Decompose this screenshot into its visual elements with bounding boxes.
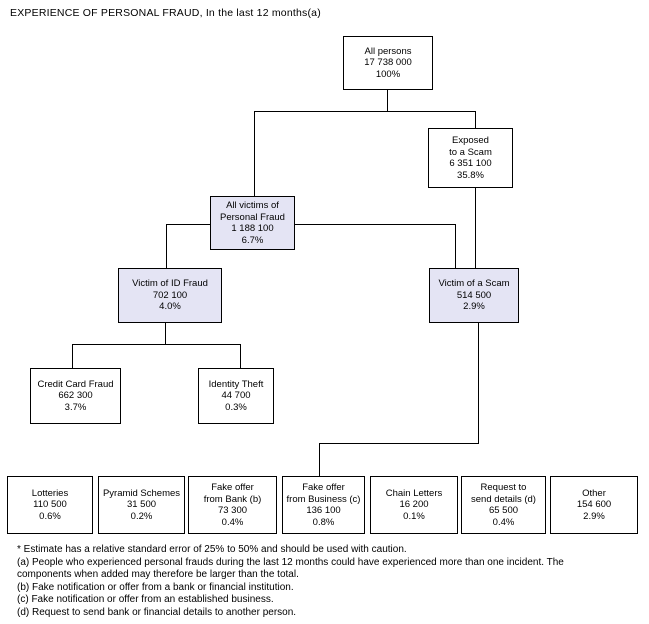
node-value: 662 300	[58, 390, 93, 402]
node-label: from Bank (b)	[203, 493, 262, 505]
footnote-line: (b) Fake notification or offer from a bank or financial institution.	[17, 581, 294, 593]
node-exposed-to-scam	[428, 128, 513, 188]
node-label: All victims of	[226, 200, 279, 211]
node-pyramid-schemes	[98, 476, 185, 534]
node-percent: 0.2%	[130, 510, 153, 522]
footnotes	[17, 544, 564, 619]
node-percent: 0.4%	[492, 516, 515, 528]
node-percent: 35.8%	[457, 169, 484, 181]
connector-to-creditcard	[72, 344, 73, 368]
node-percent: 2.9%	[583, 510, 605, 522]
node-all-victims-personal-fraud	[210, 196, 295, 250]
node-label: to a Scam	[449, 146, 492, 158]
node-value: 31 500	[126, 499, 157, 511]
footnote-line: (c) Fake notification or offer from an established business.	[17, 594, 274, 605]
footnote-line: components when added may therefore be larger than the total.	[17, 569, 299, 580]
node-fake-offer-business	[282, 476, 365, 534]
node-label: Credit Card Fraud	[37, 378, 114, 390]
connector-to-victimscam	[455, 224, 456, 268]
connector-top-horizontal	[254, 111, 476, 112]
node-victim-of-scam	[429, 268, 519, 323]
node-label: Chain Letters	[385, 487, 443, 499]
node-value: 514 500	[456, 289, 492, 301]
node-value: 1 188 100	[231, 223, 274, 234]
node-request-send-details	[461, 476, 546, 534]
connector-to-identitytheft	[240, 344, 241, 368]
node-percent: 0.4%	[221, 516, 244, 528]
connector-to-idfraud	[166, 224, 167, 268]
node-value: 6 351 100	[449, 158, 492, 169]
node-value: 73 300	[217, 505, 248, 516]
node-percent: 0.1%	[403, 510, 425, 522]
node-label: Request to	[480, 482, 527, 493]
connector-to-exposed	[475, 111, 476, 128]
connector-idfraud-horizontal	[72, 344, 241, 345]
footnote-line: * Estimate has a relative standard error of 25% to 50% and should be used with caution.	[17, 544, 407, 555]
node-value: 65 500	[488, 505, 519, 516]
node-label: Victim of a Scam	[438, 278, 510, 290]
node-label: Fake offer	[211, 482, 254, 493]
node-label: from Business (c)	[286, 493, 361, 505]
connector-allvictims-left	[166, 224, 210, 225]
node-identity-theft	[198, 368, 274, 424]
node-percent: 3.7%	[64, 401, 87, 413]
node-percent: 2.9%	[463, 301, 485, 313]
connector-exposed-to-scam	[475, 188, 476, 268]
node-label: Fake offer	[302, 482, 345, 493]
node-label: Personal Fraud	[220, 211, 285, 223]
connector-idfraud-down	[165, 323, 166, 344]
node-percent: 0.6%	[39, 510, 61, 522]
node-value: 16 200	[399, 499, 429, 511]
node-label: Exposed	[452, 135, 489, 146]
node-value: 44 700	[221, 390, 251, 402]
connector-allpersons-down	[387, 90, 388, 111]
connector-to-bottom-row	[319, 443, 320, 476]
node-value: 154 600	[576, 499, 612, 511]
footnote-line: (d) Request to send bank or financial details to another person.	[17, 606, 297, 618]
node-percent: 4.0%	[159, 301, 181, 313]
node-other	[550, 476, 638, 534]
node-percent: 6.7%	[241, 234, 264, 246]
connector-scam-horizontal	[319, 443, 479, 444]
page-title: EXPERIENCE OF PERSONAL FRAUD, In the last 12 months(a)	[10, 7, 321, 19]
node-chain-letters	[370, 476, 458, 534]
node-percent: 0.8%	[312, 516, 335, 528]
connector-allvictims-right	[295, 224, 456, 225]
node-credit-card-fraud	[30, 368, 121, 424]
node-label: All persons	[364, 45, 412, 57]
node-value: 17 738 000	[364, 57, 412, 69]
node-victim-id-fraud	[118, 268, 222, 323]
connector-to-allvictims	[254, 111, 255, 196]
node-label: Identity Theft	[208, 378, 264, 390]
footnote-line: (a) People who experienced personal frauds during the last 12 months could have experienced more than one incident. The	[17, 556, 564, 568]
node-label: send details (d)	[471, 493, 536, 505]
node-label: Lotteries	[31, 487, 69, 499]
node-label: Other	[582, 487, 606, 499]
node-fake-offer-bank	[188, 476, 277, 534]
node-value: 136 100	[306, 505, 341, 516]
node-percent: 0.3%	[225, 401, 247, 413]
node-value: 702 100	[152, 289, 188, 301]
node-percent: 100%	[375, 68, 401, 80]
node-label: Victim of ID Fraud	[132, 278, 208, 290]
node-lotteries	[7, 476, 93, 534]
node-all-persons	[343, 36, 433, 90]
node-value: 110 500	[33, 499, 67, 511]
node-label: Pyramid Schemes	[102, 487, 181, 499]
connector-victimscam-down	[478, 323, 479, 443]
